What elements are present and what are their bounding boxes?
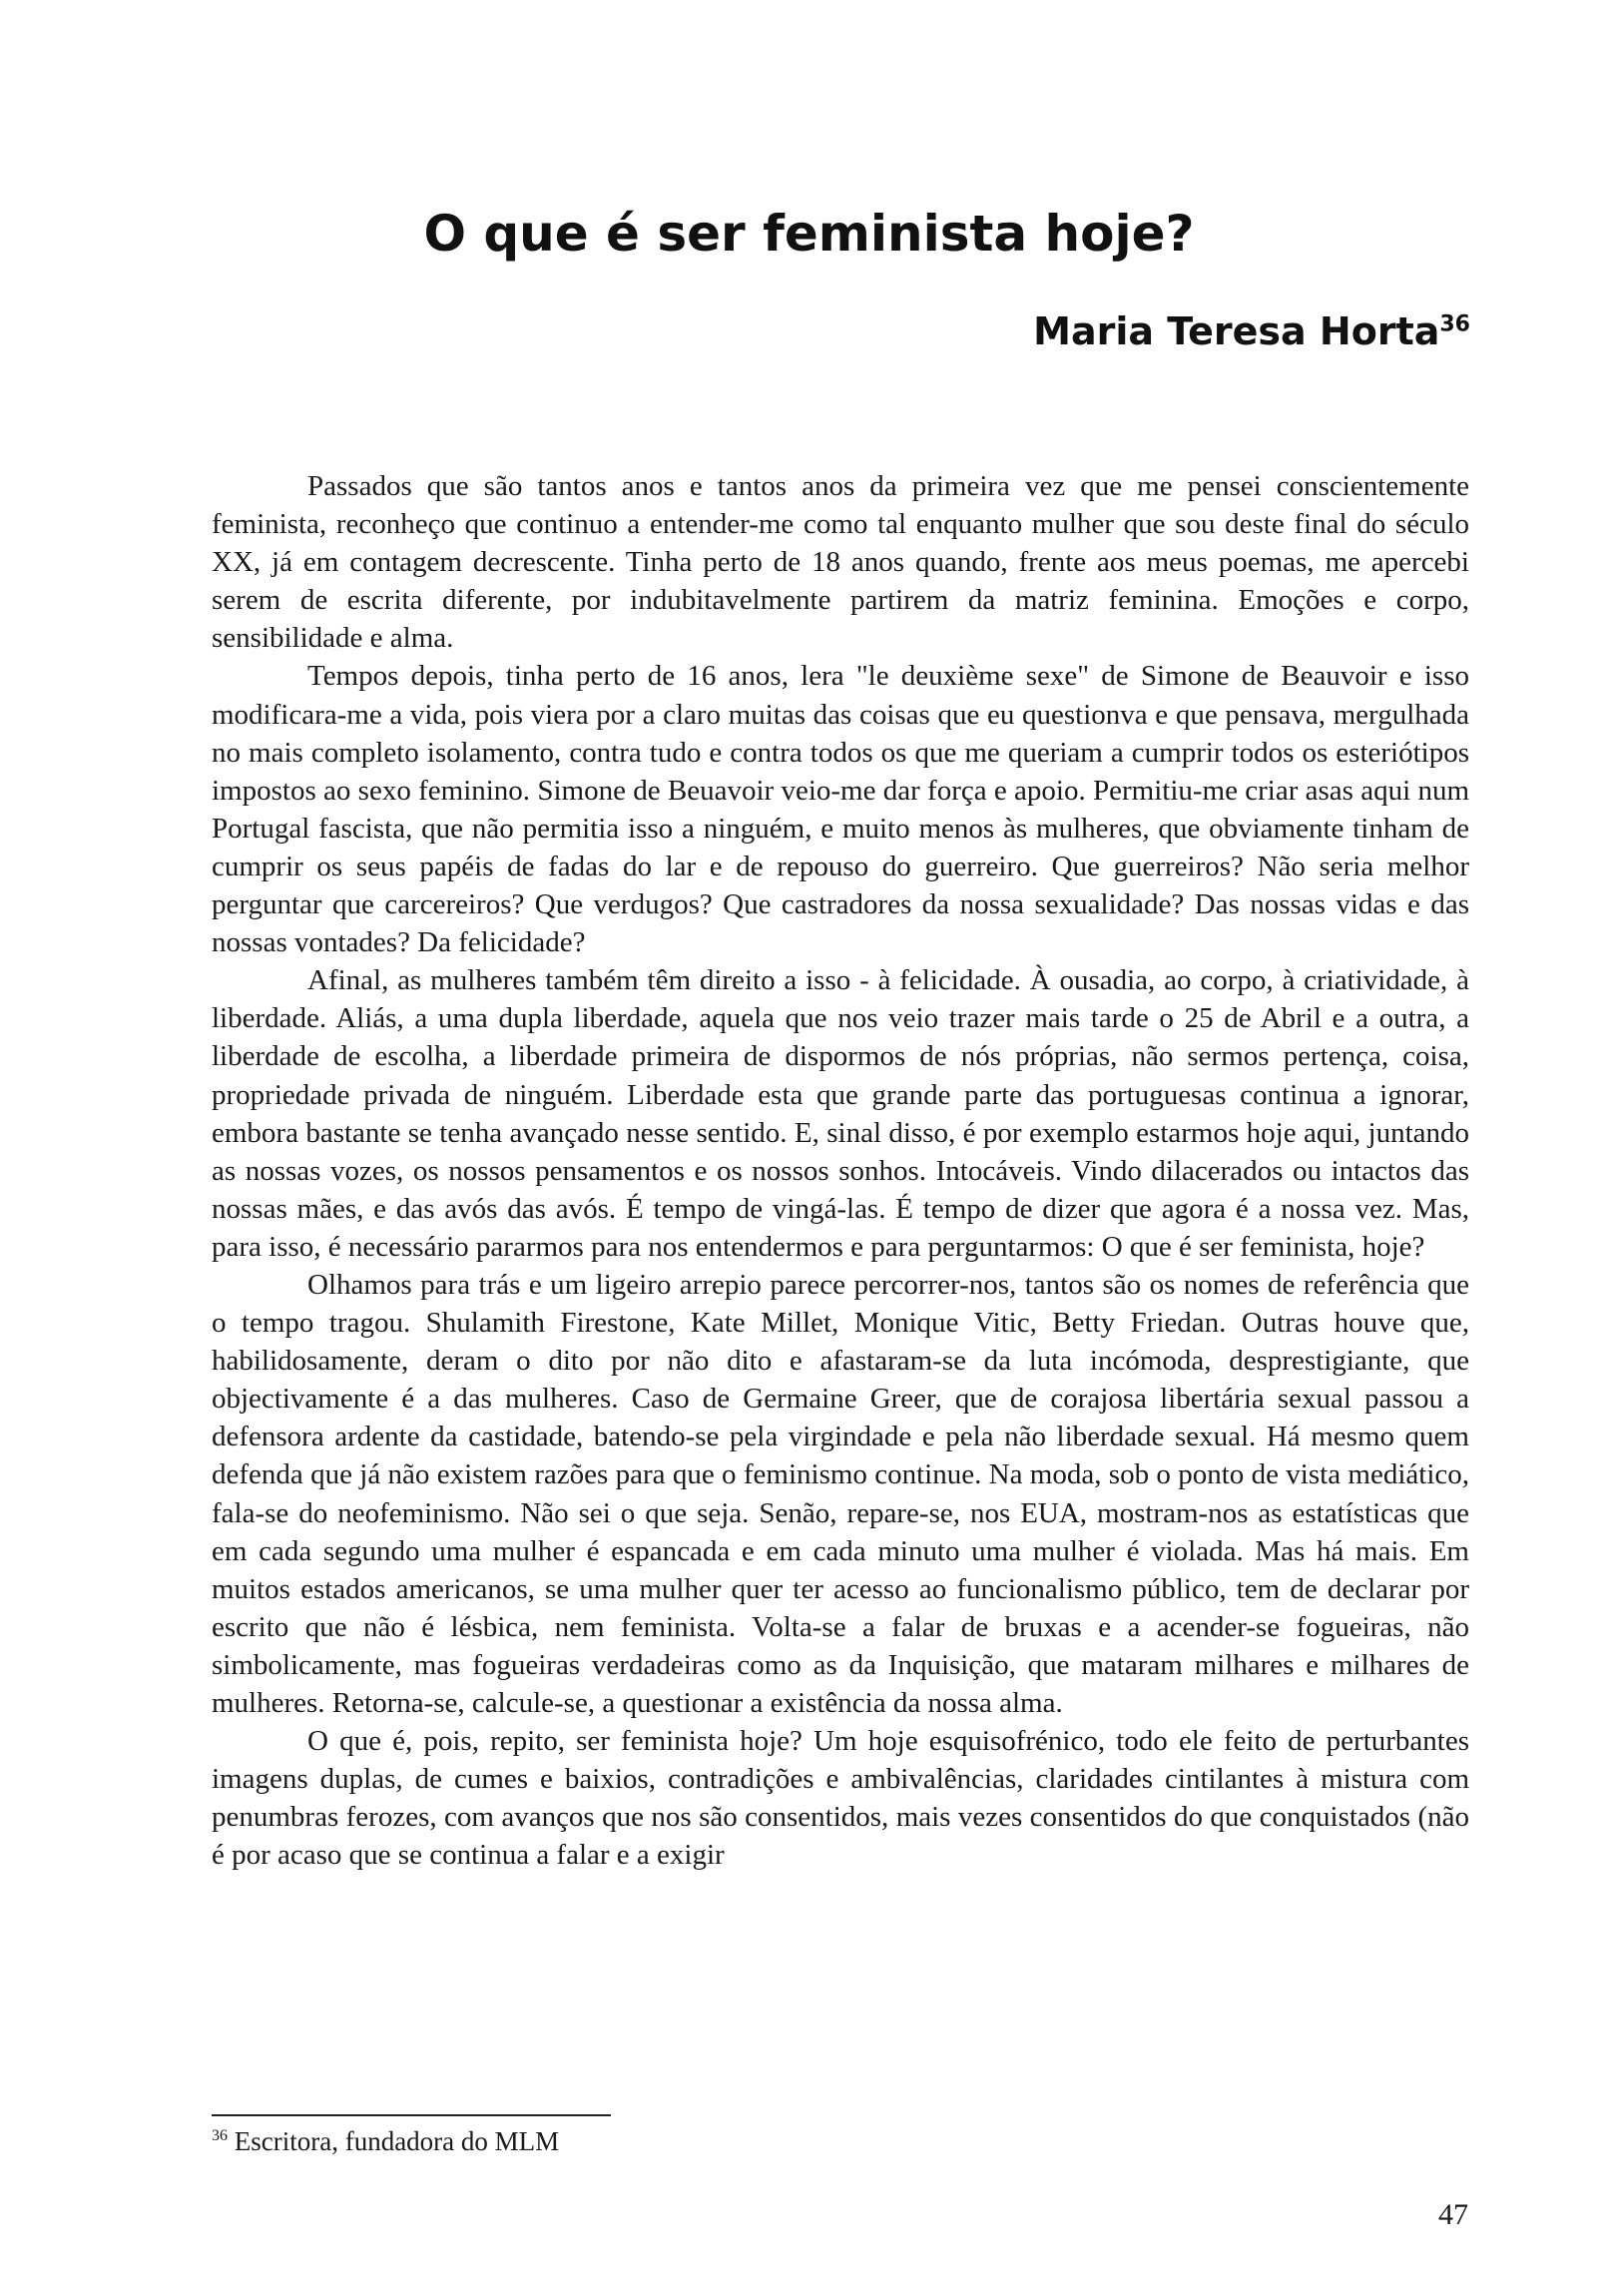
paragraph: Tempos depois, tinha perto de 16 anos, lera "le deuxième sexe" de Simone de Beauvoir e isso modificara-me a vida, pois viera por a claro muitas das coisas que eu questionva e que pensava, mergulhada no mais completo isolamento, contra tudo e contra todos os que me queriam a cumprir todos os esteriótipos impostos ao sexo feminino. Simone de Beuavoir veio-me dar força e apoio. Permitiu-me criar asas aqui num Portugal fascista, que não permitia isso a ninguém, e muito menos às mulheres, que obviamente tinham de cumprir os seus papéis de fadas do lar e de repouso do guerreiro. Que guerreiros? Não seria melhor perguntar que carcereiros? Que verdugos? Que castradores da nossa sexualidade? Das nossas vidas e das nossas vontades? Da felicidade? bbox=[212, 660, 1469, 959]
footnote-number: 36 bbox=[212, 2127, 228, 2144]
page-number: 47 bbox=[1438, 2198, 1468, 2231]
footnote-divider bbox=[212, 2114, 611, 2116]
paragraph: O que é, pois, repito, ser feminista hoje? Um hoje esquisofrénico, todo ele feito de perturbantes imagens duplas, de cumes e baixios, contradições e ambivalências, claridades cintilantes à mistura com penumbras ferozes, com avanços que nos são consentidos, mais vezes consentidos do que conquistados (não é por acaso que se continua a falar e a exigir bbox=[212, 1725, 1469, 1872]
paragraph: Olhamos para trás e um ligeiro arrepio parece percorrer-nos, tantos são os nomes de referência que o tempo tragou. Shulamith Firestone, Kate Millet, Monique Vitic, Betty Friedan. Outras houve que, habilidosamente, deram o dito por não dito e afastaram-se da luta incómoda, desprestigiante, que objectivamente é a das mulheres. Caso de Germaine Greer, que de corajosa libertária sexual passou a defensora ardente da castidade, batendo-se pela virgindade e pela não liberdade sexual. Há mesmo quem defenda que já não existem razões para que o feminismo continue. Na moda, sob o ponto de vista mediático, fala-se do neofeminismo. Não sei o que seja. Senão, repare-se, nos EUA, mostram-nos as estatísticas que em cada segundo uma mulher é espancada e em cada minuto uma mulher é violada. Mas há mais. Em muitos estados americanos, se uma mulher quer ter acesso ao funcionalismo público, tem de declarar por escrito que não é lésbica, nem feminista. Volta-se a falar de bruxas e a acender-se fogueiras, não simbolicamente, mas fogueiras verdadeiras como as da Inquisição, que mataram milhares e milhares de mulheres. Retorna-se, calcule-se, a questionar a existência da nossa alma. bbox=[212, 1268, 1469, 1719]
author-name-text: Maria Teresa Horta bbox=[1033, 309, 1440, 353]
paragraph: Afinal, as mulheres também têm direito a isso - à felicidade. À ousadia, ao corpo, à criatividade, à liberdade. Aliás, a uma dupla liberdade, aquela que nos veio trazer mais tarde o 25 de Abril e a outra, a liberdade de escolha, a liberdade primeira de dispormos de nós próprias, não sermos pertença, coisa, propriedade privada de ninguém. Liberdade esta que grande parte das portuguesas continua a ignorar, embora bastante se tenha avançado nesse sentido. E, sinal disso, é por exemplo estarmos hoje aqui, juntando as nossas vozes, os nossos pensamentos e os nossos sonhos. Intocáveis. Vindo dilacerados ou intactos das nossas mães, e das avós das avós. É tempo de vingá-las. É tempo de dizer que agora é a nossa vez. Mas, para isso, é necessário pararmos para nos entendermos e para perguntarmos: O que é ser feminista, hoje? bbox=[212, 964, 1469, 1263]
footnote bbox=[212, 2126, 559, 2157]
page-title: O que é ser feminista hoje? bbox=[423, 205, 1195, 263]
footnote-ref: 36 bbox=[1439, 311, 1470, 337]
paragraph: Passados que são tantos anos e tantos anos da primeira vez que me pensei conscientemente feminista, reconheço que continuo a entender-me como tal enquanto mulher que sou deste final do século XX, já em contagem decrescente. Tinha perto de 18 anos quando, frente aos meus poemas, me apercebi serem de escrita diferente, por indubitavelmente partirem da matriz feminina. Emoções e corpo, sensibilidade e alma. bbox=[212, 470, 1469, 655]
author-name bbox=[1033, 309, 1470, 353]
body-text bbox=[212, 467, 1469, 1874]
footnote-text: Escritora, fundadora do MLM bbox=[234, 2126, 560, 2156]
